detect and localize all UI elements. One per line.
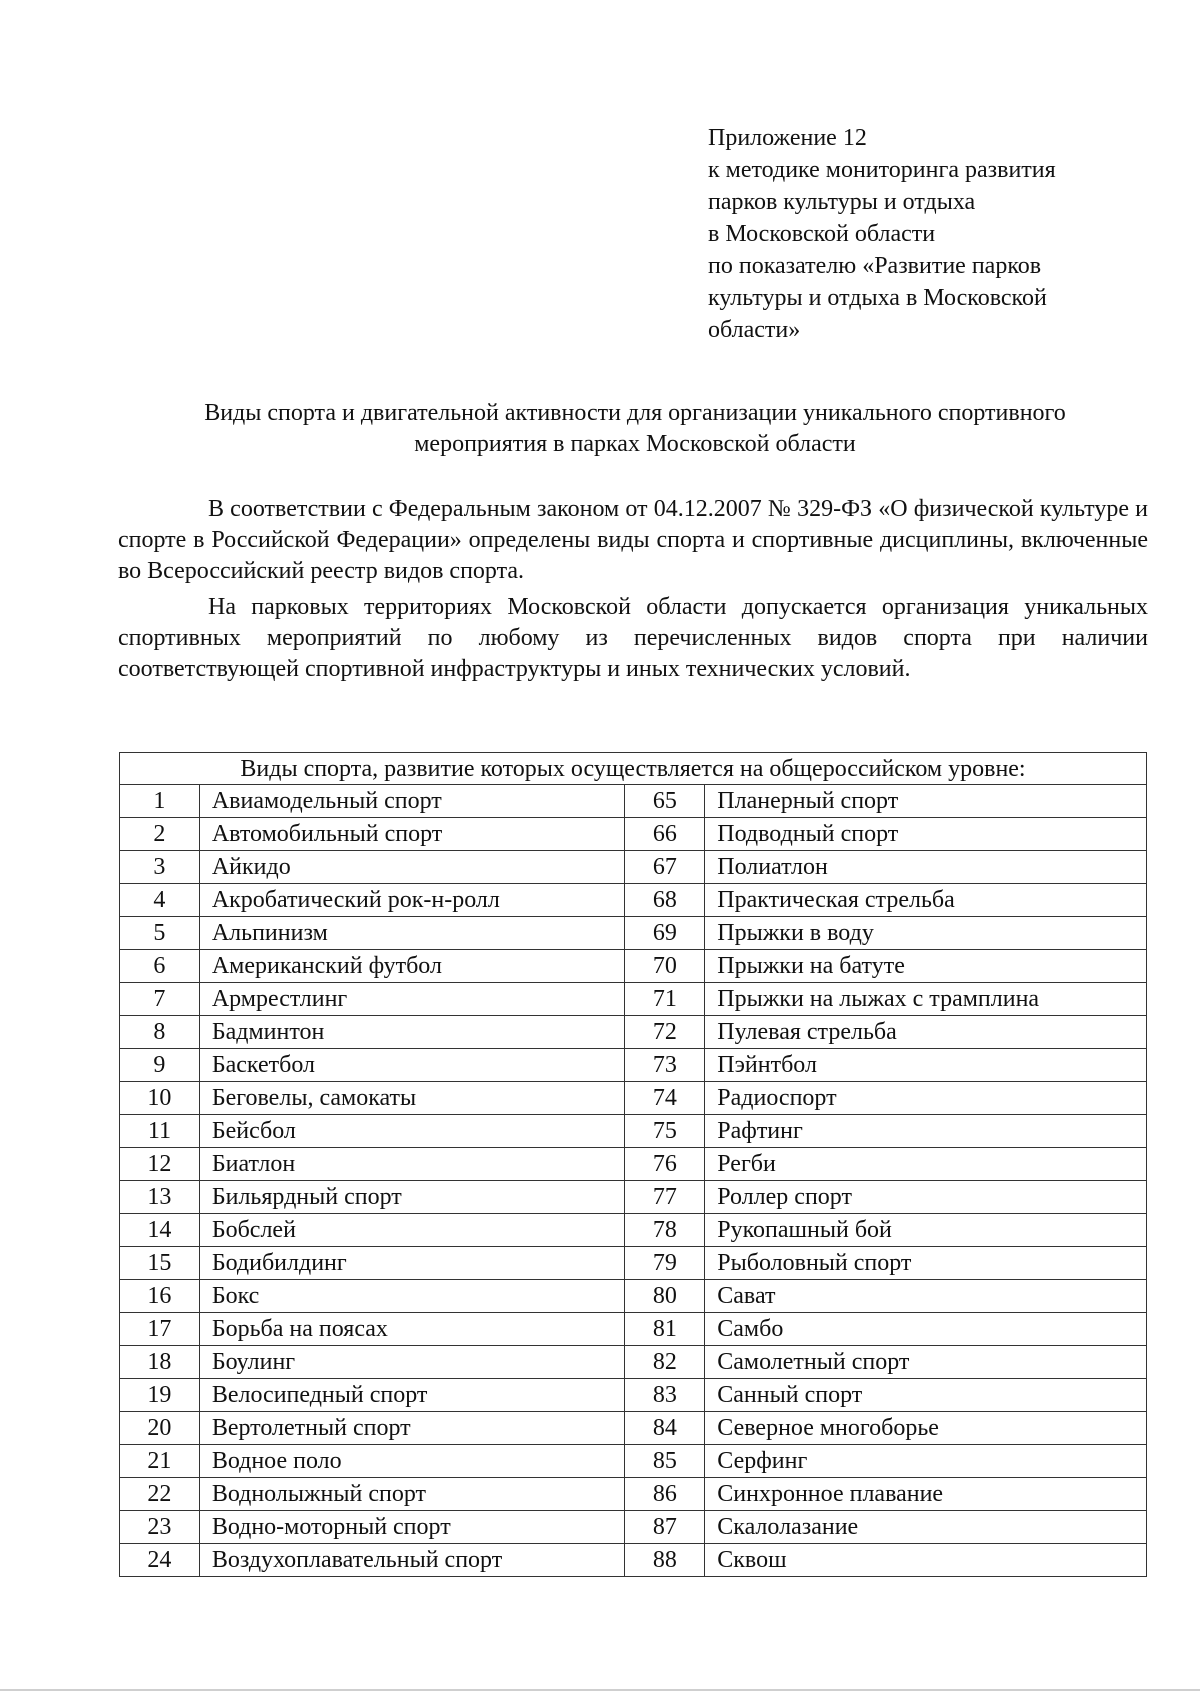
row-number-right: 82: [625, 1346, 705, 1379]
sport-name-right: Санный спорт: [705, 1379, 1147, 1412]
sport-name-left: Бодибилдинг: [199, 1247, 625, 1280]
sport-name-left: Бадминтон: [199, 1016, 625, 1049]
sport-name-right: Синхронное плавание: [705, 1478, 1147, 1511]
table-row: [120, 1148, 1147, 1181]
page-edge-divider: [0, 1689, 1200, 1691]
table-row: [120, 785, 1147, 818]
table-row: [120, 1445, 1147, 1478]
row-number-right: 86: [625, 1478, 705, 1511]
appendix-line: области»: [708, 317, 801, 343]
sport-name-left: Акробатический рок-н-ролл: [199, 884, 625, 917]
sport-name-right: Практическая стрельба: [705, 884, 1147, 917]
table-row: [120, 1412, 1147, 1445]
appendix-line: Приложение 12: [708, 125, 867, 151]
sport-name-right: Радиоспорт: [705, 1082, 1147, 1115]
row-number-right: 74: [625, 1082, 705, 1115]
appendix-line: в Московской области: [708, 221, 936, 247]
sport-name-left: Баскетбол: [199, 1049, 625, 1082]
row-number-right: 85: [625, 1445, 705, 1478]
row-number-left: 1: [120, 785, 200, 818]
sport-name-left: Бильярдный спорт: [199, 1181, 625, 1214]
sport-name-right: Планерный спорт: [705, 785, 1147, 818]
row-number-left: 6: [120, 950, 200, 983]
row-number-right: 72: [625, 1016, 705, 1049]
sport-name-right: Подводный спорт: [705, 818, 1147, 851]
row-number-right: 77: [625, 1181, 705, 1214]
row-number-right: 81: [625, 1313, 705, 1346]
row-number-left: 5: [120, 917, 200, 950]
sport-name-right: Северное многоборье: [705, 1412, 1147, 1445]
row-number-left: 17: [120, 1313, 200, 1346]
table-row: [120, 950, 1147, 983]
table-row: [120, 1016, 1147, 1049]
table-row: [120, 1478, 1147, 1511]
row-number-right: 69: [625, 917, 705, 950]
sport-name-right: Скалолазание: [705, 1511, 1147, 1544]
row-number-left: 10: [120, 1082, 200, 1115]
sport-name-right: Пэйнтбол: [705, 1049, 1147, 1082]
table-row: [120, 1247, 1147, 1280]
row-number-left: 7: [120, 983, 200, 1016]
row-number-left: 8: [120, 1016, 200, 1049]
sport-name-left: Автомобильный спорт: [199, 818, 625, 851]
row-number-right: 75: [625, 1115, 705, 1148]
sport-name-right: Регби: [705, 1148, 1147, 1181]
sport-name-left: Бобслей: [199, 1214, 625, 1247]
row-number-left: 15: [120, 1247, 200, 1280]
row-number-left: 12: [120, 1148, 200, 1181]
sport-name-right: Прыжки на батуте: [705, 950, 1147, 983]
table-header-row: [120, 753, 1147, 785]
sport-name-right: Рафтинг: [705, 1115, 1147, 1148]
table-row: [120, 1049, 1147, 1082]
row-number-right: 87: [625, 1511, 705, 1544]
appendix-line: культуры и отдыха в Московской: [708, 285, 1047, 311]
appendix-block: [708, 122, 1138, 346]
sport-name-left: Водное поло: [199, 1445, 625, 1478]
sport-name-right: Полиатлон: [705, 851, 1147, 884]
row-number-right: 73: [625, 1049, 705, 1082]
row-number-left: 22: [120, 1478, 200, 1511]
sport-name-left: Борьба на поясах: [199, 1313, 625, 1346]
row-number-right: 78: [625, 1214, 705, 1247]
table-row: [120, 1115, 1147, 1148]
row-number-right: 84: [625, 1412, 705, 1445]
table-row: [120, 1082, 1147, 1115]
sport-name-right: Рыболовный спорт: [705, 1247, 1147, 1280]
sport-name-left: Беговелы, самокаты: [199, 1082, 625, 1115]
appendix-line: к методике мониторинга развития: [708, 157, 1056, 183]
table-row: [120, 884, 1147, 917]
sport-name-right: Сквош: [705, 1544, 1147, 1577]
table-row: [120, 1379, 1147, 1412]
table-row: [120, 917, 1147, 950]
sport-name-right: Пулевая стрельба: [705, 1016, 1147, 1049]
table-row: [120, 851, 1147, 884]
sport-name-right: Прыжки на лыжах с трамплина: [705, 983, 1147, 1016]
sport-name-right: Прыжки в воду: [705, 917, 1147, 950]
table-row: [120, 983, 1147, 1016]
sport-name-left: Водно-моторный спорт: [199, 1511, 625, 1544]
sport-name-left: Велосипедный спорт: [199, 1379, 625, 1412]
row-number-right: 66: [625, 818, 705, 851]
table-row: [120, 1511, 1147, 1544]
sport-name-left: Бокс: [199, 1280, 625, 1313]
row-number-left: 11: [120, 1115, 200, 1148]
paragraph-law-reference: В соответствии с Федеральным законом от 04.12.2007 № 329-ФЗ «О физической культуре и спорте в Российской Федерации» определены виды спорта и спортивные дисциплины, включенные во Всероссийский реестр видов спорта.: [118, 496, 1148, 584]
sport-name-right: Серфинг: [705, 1445, 1147, 1478]
row-number-left: 16: [120, 1280, 200, 1313]
row-number-right: 80: [625, 1280, 705, 1313]
title-line-1: Виды спорта и двигательной активности для организации уникального спортивного: [204, 400, 1066, 426]
sport-name-right: Роллер спорт: [705, 1181, 1147, 1214]
row-number-left: 4: [120, 884, 200, 917]
sport-name-right: Самолетный спорт: [705, 1346, 1147, 1379]
sport-name-right: Рукопашный бой: [705, 1214, 1147, 1247]
row-number-left: 20: [120, 1412, 200, 1445]
title-line-2: мероприятия в парках Московской области: [414, 431, 856, 457]
table-row: [120, 1214, 1147, 1247]
table-row: [120, 1313, 1147, 1346]
sport-name-left: Армрестлинг: [199, 983, 625, 1016]
sport-name-left: Вертолетный спорт: [199, 1412, 625, 1445]
document-title: [110, 398, 1160, 460]
sports-table: [119, 752, 1147, 1577]
sport-name-left: Воздухоплавательный спорт: [199, 1544, 625, 1577]
row-number-right: 65: [625, 785, 705, 818]
row-number-left: 23: [120, 1511, 200, 1544]
row-number-left: 3: [120, 851, 200, 884]
sport-name-left: Айкидо: [199, 851, 625, 884]
row-number-right: 70: [625, 950, 705, 983]
table-row: [120, 1346, 1147, 1379]
sport-name-left: Бейсбол: [199, 1115, 625, 1148]
row-number-right: 79: [625, 1247, 705, 1280]
appendix-line: по показателю «Развитие парков: [708, 253, 1042, 279]
sport-name-left: Биатлон: [199, 1148, 625, 1181]
paragraph-park-territories: На парковых территориях Московской области допускается организация уникальных спортивных мероприятий по любому из перечисленных видов спорта при наличии соответствующей спортивной инфраструктуры и иных технических условий.: [118, 594, 1148, 682]
row-number-left: 13: [120, 1181, 200, 1214]
appendix-line: парков культуры и отдыха: [708, 189, 976, 215]
sport-name-right: Сават: [705, 1280, 1147, 1313]
row-number-right: 68: [625, 884, 705, 917]
sport-name-left: Альпинизм: [199, 917, 625, 950]
table-header: Виды спорта, развитие которых осуществляется на общероссийском уровне:: [120, 753, 1147, 785]
sport-name-right: Самбо: [705, 1313, 1147, 1346]
row-number-right: 76: [625, 1148, 705, 1181]
row-number-right: 83: [625, 1379, 705, 1412]
row-number-left: 2: [120, 818, 200, 851]
row-number-left: 18: [120, 1346, 200, 1379]
sport-name-left: Боулинг: [199, 1346, 625, 1379]
table-row: [120, 818, 1147, 851]
row-number-left: 9: [120, 1049, 200, 1082]
table-row: [120, 1181, 1147, 1214]
row-number-left: 19: [120, 1379, 200, 1412]
row-number-right: 88: [625, 1544, 705, 1577]
row-number-left: 14: [120, 1214, 200, 1247]
row-number-right: 71: [625, 983, 705, 1016]
row-number-left: 24: [120, 1544, 200, 1577]
sport-name-left: Авиамодельный спорт: [199, 785, 625, 818]
table-row: [120, 1280, 1147, 1313]
sport-name-left: Американский футбол: [199, 950, 625, 983]
table-row: [120, 1544, 1147, 1577]
row-number-right: 67: [625, 851, 705, 884]
row-number-left: 21: [120, 1445, 200, 1478]
sport-name-left: Воднолыжный спорт: [199, 1478, 625, 1511]
